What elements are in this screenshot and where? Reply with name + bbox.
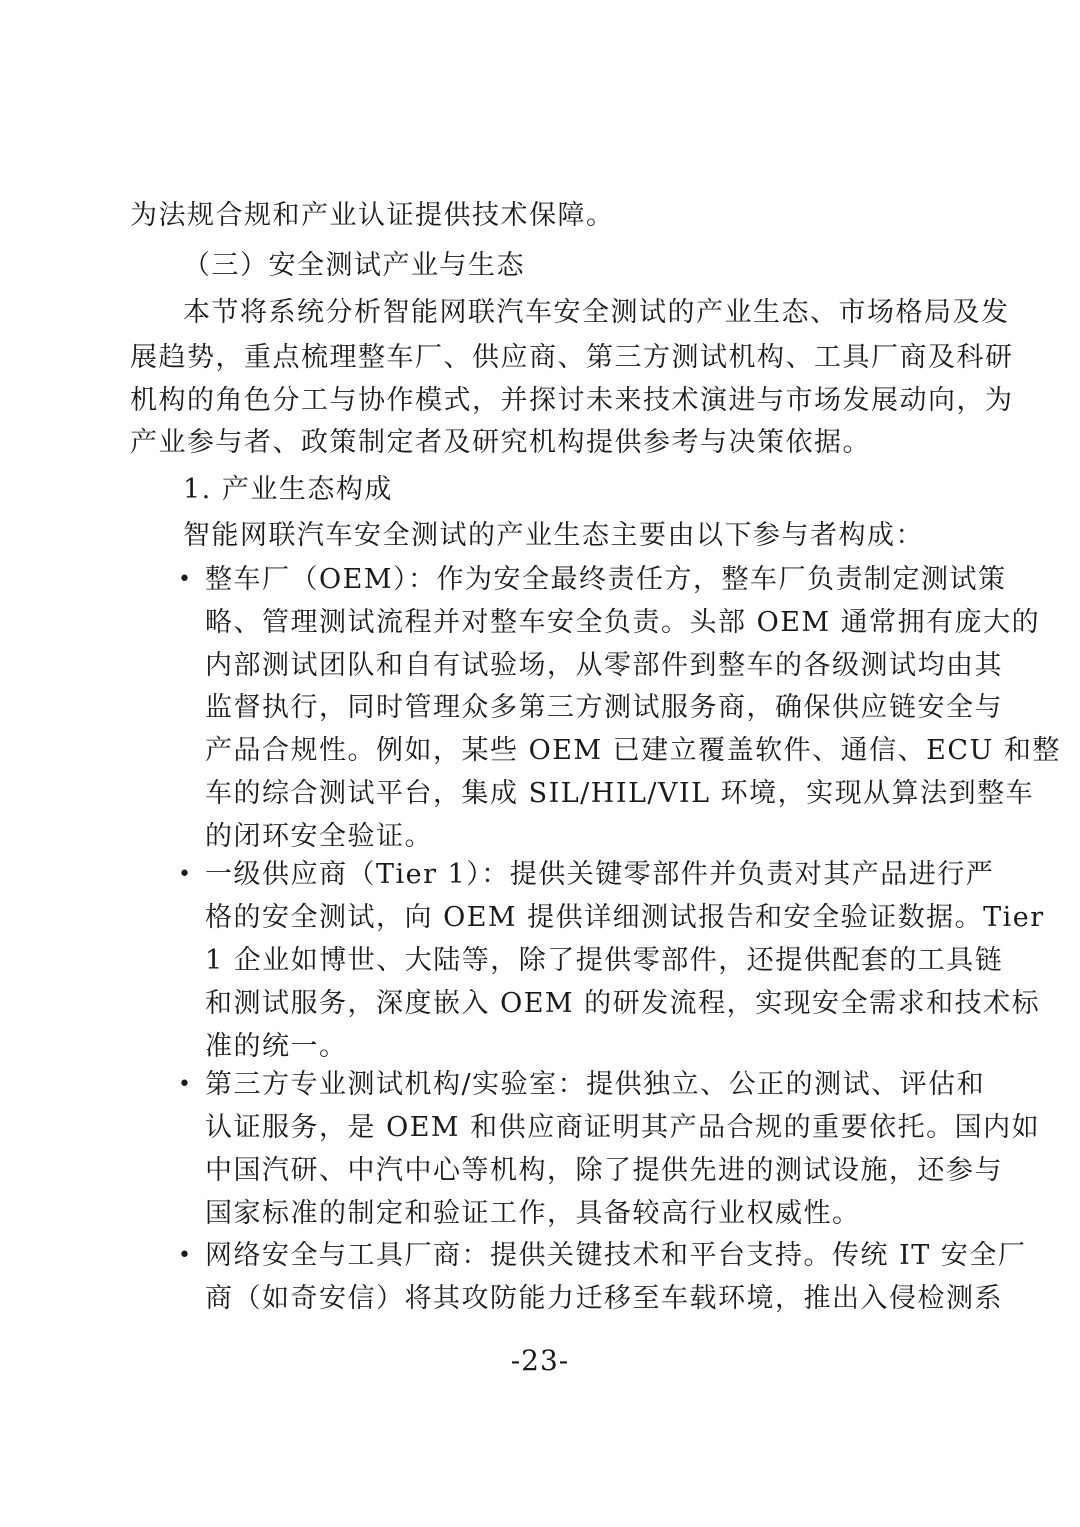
bullet-line: 中国汽研、中汽中心等机构，除了提供先进的测试设施，还参与 [205,1155,1003,1186]
section-heading: （三）安全测试产业与生态 [183,250,525,281]
bullet-marker: • [178,1243,191,1268]
bullet-line: 认证服务，是 OEM 和供应商证明其产品合规的重要依托。国内如 [205,1112,1041,1143]
bullet-line: 格的安全测试，向 OEM 提供详细测试报告和安全验证数据。Tier [205,902,1045,933]
bullet-line: 和测试服务，深度嵌入 OEM 的研发流程，实现安全需求和技术标 [205,988,1041,1019]
bullet-line: 的闭环安全验证。 [205,821,433,852]
bullet-line: 1 企业如博世、大陆等，除了提供零部件，还提供配套的工具链 [205,945,1004,976]
bullet-line: 一级供应商（Tier 1）：提供关键零部件并负责对其产品进行严 [205,859,995,890]
bullet-line: 产品合规性。例如，某些 OEM 已建立覆盖软件、通信、ECU 和整 [205,735,1061,766]
bullet-line: 国家标准的制定和验证工作，具备较高行业权威性。 [205,1198,861,1229]
subsection-heading: 1. 产业生态构成 [183,474,393,505]
paragraph-line: 机构的角色分工与协作模式，并探讨未来技术演进与市场发展动向，为 [130,385,1014,416]
bullet-line: 车的综合测试平台，集成 SIL/HIL/VIL 环境，实现从算法到整车 [205,778,1035,809]
paragraph-line: 展趋势，重点梳理整车厂、供应商、第三方测试机构、工具厂商及科研 [130,342,1014,373]
bullet-line: 监督执行，同时管理众多第三方测试服务商，确保供应链安全与 [205,692,1003,723]
bullet-line: 商（如奇安信）将其攻防能力迁移至车载环境，推出入侵检测系 [205,1283,1003,1314]
continued-paragraph-line: 为法规合规和产业认证提供技术保障。 [130,200,615,231]
bullet-line: 网络安全与工具厂商：提供关键技术和平台支持。传统 IT 安全厂 [205,1240,1027,1271]
lead-paragraph: 智能网联汽车安全测试的产业生态主要由以下参与者构成： [183,520,924,551]
bullet-marker: • [178,1072,191,1097]
bullet-marker: • [178,567,191,592]
bullet-line: 准的统一。 [205,1031,348,1062]
bullet-marker: • [178,862,191,887]
bullet-line: 略、管理测试流程并对整车安全负责。头部 OEM 通常拥有庞大的 [205,607,1041,638]
paragraph-line: 本节将系统分析智能网联汽车安全测试的产业生态、市场格局及发 [183,297,1010,328]
bullet-line: 第三方专业测试机构/实验室：提供独立、公正的测试、评估和 [205,1069,986,1100]
bullet-line: 整车厂（OEM）：作为安全最终责任方，整车厂负责制定测试策 [205,564,1007,595]
page-number: -23- [510,1344,570,1377]
bullet-line: 内部测试团队和自有试验场，从零部件到整车的各级测试均由其 [205,650,1003,681]
paragraph-line: 产业参与者、政策制定者及研究机构提供参考与决策依据。 [130,427,871,458]
